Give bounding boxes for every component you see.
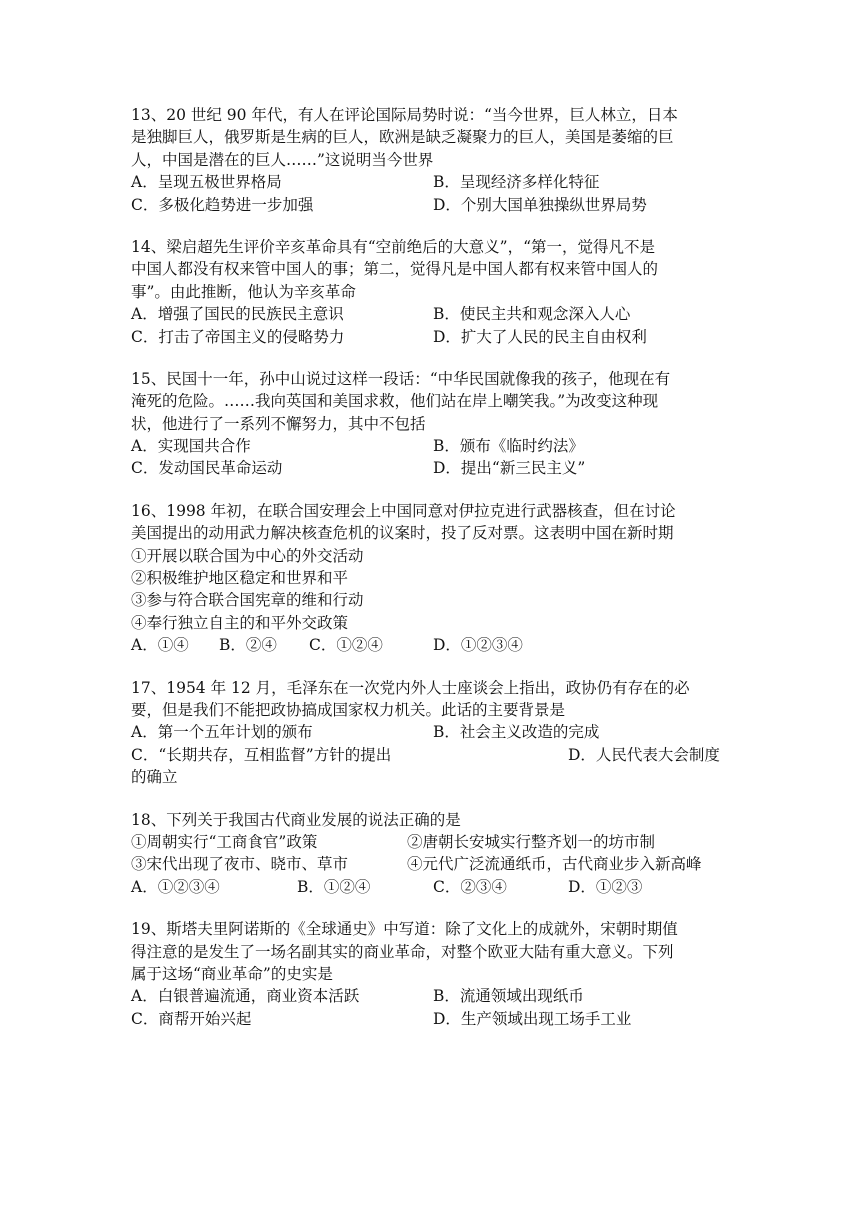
stem-line: 状，他进行了一系列不懈努力，其中不包括 [131, 414, 426, 433]
question-19 [131, 918, 731, 1030]
statements [131, 831, 731, 876]
question-stem [131, 368, 731, 435]
statement-2: ②唐朝长安城实行整齐划一的坊市制 [407, 832, 656, 851]
options [131, 985, 731, 1030]
question-stem [131, 104, 731, 171]
stem-line: 美国提出的动用武力解决核查危机的议案时，投了反对票。这表明中国在新时期 [131, 524, 674, 543]
question-stem [131, 677, 731, 722]
statement-2: ②积极维护地区稳定和世界和平 [131, 569, 349, 588]
option-d[interactable]: D．人民代表大会制度 [568, 745, 720, 764]
option-a[interactable]: A．呈现五极世界格局 [131, 173, 282, 192]
options [131, 303, 731, 348]
question-list [131, 104, 731, 1050]
statement-3: ③宋代出现了夜市、晓市、草市 [131, 855, 349, 874]
question-18 [131, 809, 731, 899]
question-stem [131, 236, 731, 303]
option-d[interactable]: D．扩大了人民的民主自由权利 [433, 327, 647, 346]
option-c[interactable]: C．①②④ [309, 636, 383, 655]
stem-line: 要，但是我们不能把政协搞成国家权力机关。此话的主要背景是 [131, 700, 566, 719]
option-c[interactable]: C．“长期共存，互相监督”方针的提出 [131, 745, 392, 764]
stem-line: 是独脚巨人，俄罗斯是生病的巨人，欧洲是缺乏凝聚力的巨人，美国是萎缩的巨 [131, 128, 674, 147]
stem-line: 属于这场“商业革命”的史实是 [131, 964, 333, 983]
option-a[interactable]: A．第一个五年计划的颁布 [131, 723, 313, 742]
option-d-continued: 的确立 [131, 768, 178, 787]
options [131, 721, 731, 788]
stem-line: 17、1954 年 12 月，毛泽东在一次党内外人士座谈会上指出，政协仍有存在的必 [131, 678, 690, 697]
question-stem [131, 809, 731, 831]
options [131, 435, 731, 480]
option-b[interactable]: B．颁布《临时约法》 [433, 437, 584, 456]
stem-line: 16、1998 年初，在联合国安理会上中国同意对伊拉克进行武器核查，但在讨论 [131, 501, 676, 520]
stem-line: 19、斯塔夫里阿诺斯的《全球通史》中写道：除了文化上的成就外，宋朝时期值 [131, 920, 678, 939]
option-b[interactable]: B．①②④ [297, 877, 371, 896]
stem-line: 15、民国十一年，孙中山说过这样一段话：“中华民国就像我的孩子，他现在有 [131, 369, 671, 388]
question-stem [131, 918, 731, 985]
question-14 [131, 236, 731, 348]
option-a[interactable]: A．白银普遍流通，商业资本活跃 [131, 987, 360, 1006]
question-15 [131, 368, 731, 480]
option-a[interactable]: A．①②③④ [131, 877, 220, 896]
option-c[interactable]: C．②③④ [433, 877, 507, 896]
options [131, 634, 731, 656]
option-b[interactable]: B．使民主共和观念深入人心 [433, 305, 631, 324]
stem-line: 事”。由此推断，他认为辛亥革命 [131, 282, 356, 301]
statement-1: ①开展以联合国为中心的外交活动 [131, 546, 364, 565]
stem-line: 淹死的危险。……我向英国和美国求救，他们站在岸上嘲笑我。”为改变这种现 [131, 392, 659, 411]
question-17 [131, 677, 731, 789]
option-a[interactable]: A．实现国共合作 [131, 437, 251, 456]
option-d[interactable]: D．生产领域出现工场手工业 [433, 1009, 632, 1028]
option-a[interactable]: A．增强了国民的民族民主意识 [131, 305, 344, 324]
statement-4: ④奉行独立自主的和平外交政策 [131, 613, 349, 632]
option-d[interactable]: D．①②③ [568, 877, 643, 896]
statement-4: ④元代广泛流通纸币，古代商业步入新高峰 [407, 855, 702, 874]
option-d[interactable]: D．提出“新三民主义” [433, 459, 586, 478]
stem-line: 13、20 世纪 90 年代，有人在评论国际局势时说：“当今世界，巨人林立，日本 [131, 106, 678, 124]
stem-line: 人，中国是潜在的巨人……”这说明当今世界 [131, 150, 434, 169]
statement-3: ③参与符合联合国宪章的维和行动 [131, 591, 364, 610]
option-b[interactable]: B．社会主义改造的完成 [433, 723, 600, 742]
option-c[interactable]: C．商帮开始兴起 [131, 1009, 252, 1028]
question-13 [131, 104, 731, 216]
option-c[interactable]: C．多极化趋势进一步加强 [131, 195, 314, 214]
options [131, 876, 731, 898]
statement-1: ①周朝实行“工商食官”政策 [131, 832, 318, 851]
option-c[interactable]: C．发动国民革命运动 [131, 459, 283, 478]
option-d[interactable]: D．①②③④ [433, 636, 523, 655]
option-c[interactable]: C．打击了帝国主义的侵略势力 [131, 327, 345, 346]
stem-line: 得注意的是发生了一场名副其实的商业革命，对整个欧亚大陆有重大意义。下列 [131, 942, 674, 961]
question-stem [131, 500, 731, 634]
option-b[interactable]: B．呈现经济多样化特征 [433, 173, 600, 192]
stem-line: 14、梁启超先生评价辛亥革命具有“空前绝后的大意义”，“第一，觉得凡不是 [131, 237, 655, 256]
stem-line: 中国人都没有权来管中国人的事；第二，觉得凡是中国人都有权来管中国人的 [131, 260, 659, 279]
question-16 [131, 500, 731, 657]
options [131, 171, 731, 216]
option-a[interactable]: A．①④ [131, 636, 189, 655]
stem-line: 18、下列关于我国古代商业发展的说法正确的是 [131, 810, 461, 829]
option-b[interactable]: B．流通领域出现纸币 [433, 987, 584, 1006]
option-d[interactable]: D．个别大国单独操纵世界局势 [433, 195, 647, 214]
option-b[interactable]: B．②④ [219, 636, 277, 655]
